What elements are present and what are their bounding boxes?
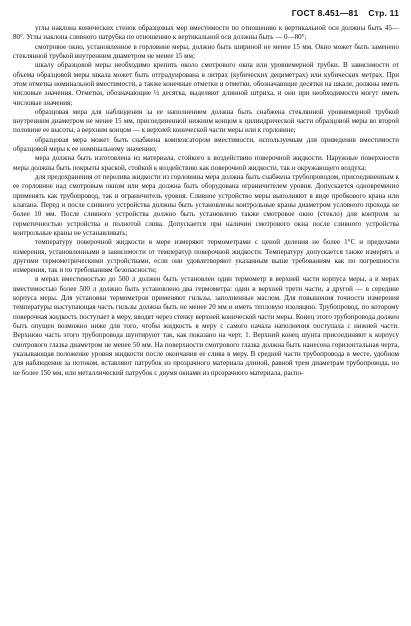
paragraph: температуру поверочной жидкости в мере измеряют термометрами с ценой деления не более 1°С и пределами измерения, установленными в зависимости от температур поверочной жидкости. Температуру допускается также измерять и другими термометрическими устройствами, если они удовлетворяют указанным выше требованиям как по погрешности измерения, так и по требованиям безопасности; [13,238,399,275]
paragraph: образцовая мера для наблюдения за ее наполнением должна быть снабжена стеклянной уровнемерной трубкой внутренним диаметром не менее 15 мм, присоединенной нижним концом к цилиндрической части образцовой меры во второй половине ее высоты, а верхним концом — к верхней конической части меры или к горловине; [13,107,399,135]
paragraph: образцовая мера может быть снабжена компенсатором вместимости, используемым для приведения вместимости образцовой меры к ее номинальному значению; [13,135,399,154]
paragraph: в мерах вместимостью до 500 л должен быть установлен один термометр в верхней части корпуса меры, а в мерах вместимостью более 500 л должно быть установлено два термометра: один в верхней трети части, а другой — в середине корпуса меры. Для установки термометров применяют гильзы, заполненные маслом. Для повышения точности измерения температуры выступающая часть гильзы должна быть не менее 20 мм и иметь тепловую изоляцию. Трубопровод, по которому поверочная жидкость поступает в меру, вводят через стенку верхней конической части меры. Конец этого трубопровода должен быть опущен возможно ниже для того, чтобы жидкость в меру с самого начала наполнения поступала с нижней части. Верхнюю часть этого трубопровода шунтируют так, как показано на черт. 1. Верхний конец шунта присоединяют к корпусу смотрового глазка диаметром не менее 50 мм. На поверхности смотрового глазка должна быть нанесена горизонтальная черта, указывающая положение уровня жидкости после окончания ее слива в меру. В средней части трубопровода в месте, удобном для наблюдения за потоком, вставляют патрубок из прозрачного материала длиной, равной трем диаметрам трубопровода, но не более 150 мм, или металлический патрубок с двумя окнами из прозрачного материала, распо- [13,275,399,377]
paragraph: шкалу образцовой меры необходимо крепить около смотрового окна или уровнемерной трубки. В зависимости от объема образцовой меры шкала может быть отградуирована в литрах (кубических дециметрах) или кубических метрах. При этом отметка номинальной вместимости, а также конечные отметки и отметки, обозначающие десятки на шкале, должны иметь числовые значения. Отметки, обозначающие ½ десятка, выделяют длинной штриха, и они при необходимости могут иметь числовые значения; [13,61,399,107]
paragraph: смотровое окно, установленное в горловине меры, должно быть шириной не менее 15 мм. Окно может быть заменено стеклянной трубкой внутренним диаметром не менее 15 мм; [13,42,399,60]
document-body [13,24,399,378]
paragraph: углы наклона конических стенок образцовых мер вместимости по отношению к вертикальной оси должны быть 45—80°. Углы наклона сливного патрубка по отношению к вертикальной оси должны быть — 0—80°; [13,24,399,42]
page-header [292,8,399,18]
paragraph: для предохранения от перелива жидкости из горловины мера должна быть снабжена трубопроводом, присоединенным к ее горловине над смотровым окном или мера должна быть оборудована ограничителем уровня. Допускается одновременно применять как трубопровод, так и ограничитель уровня. Сливное устройство меры выполняют в виде пробкового крана или клапана. Перед и после сливного устройства должны быть установлены контрольные краны диаметром условного прохода не более 10 мм. После сливного устройства должно быть установлено также смотровое окно (стекло) для контроля за герметичностью устройства и полнотой слива. Допускается при наличии смотрового окна после сливного устройства контрольные краны не устанавливать; [13,173,399,237]
standard-number: ГОСТ 8.451—81 [291,8,359,18]
paragraph: мера должна быть изготовлена из материала, стойкого к воздействию поверочной жидкости. Наружные поверхности меры должны быть покрыты краской, стойкой к воздействию как поверочной жидкости, так и окружающего воздуха; [13,154,399,172]
page-number: Стр. 11 [368,8,399,18]
